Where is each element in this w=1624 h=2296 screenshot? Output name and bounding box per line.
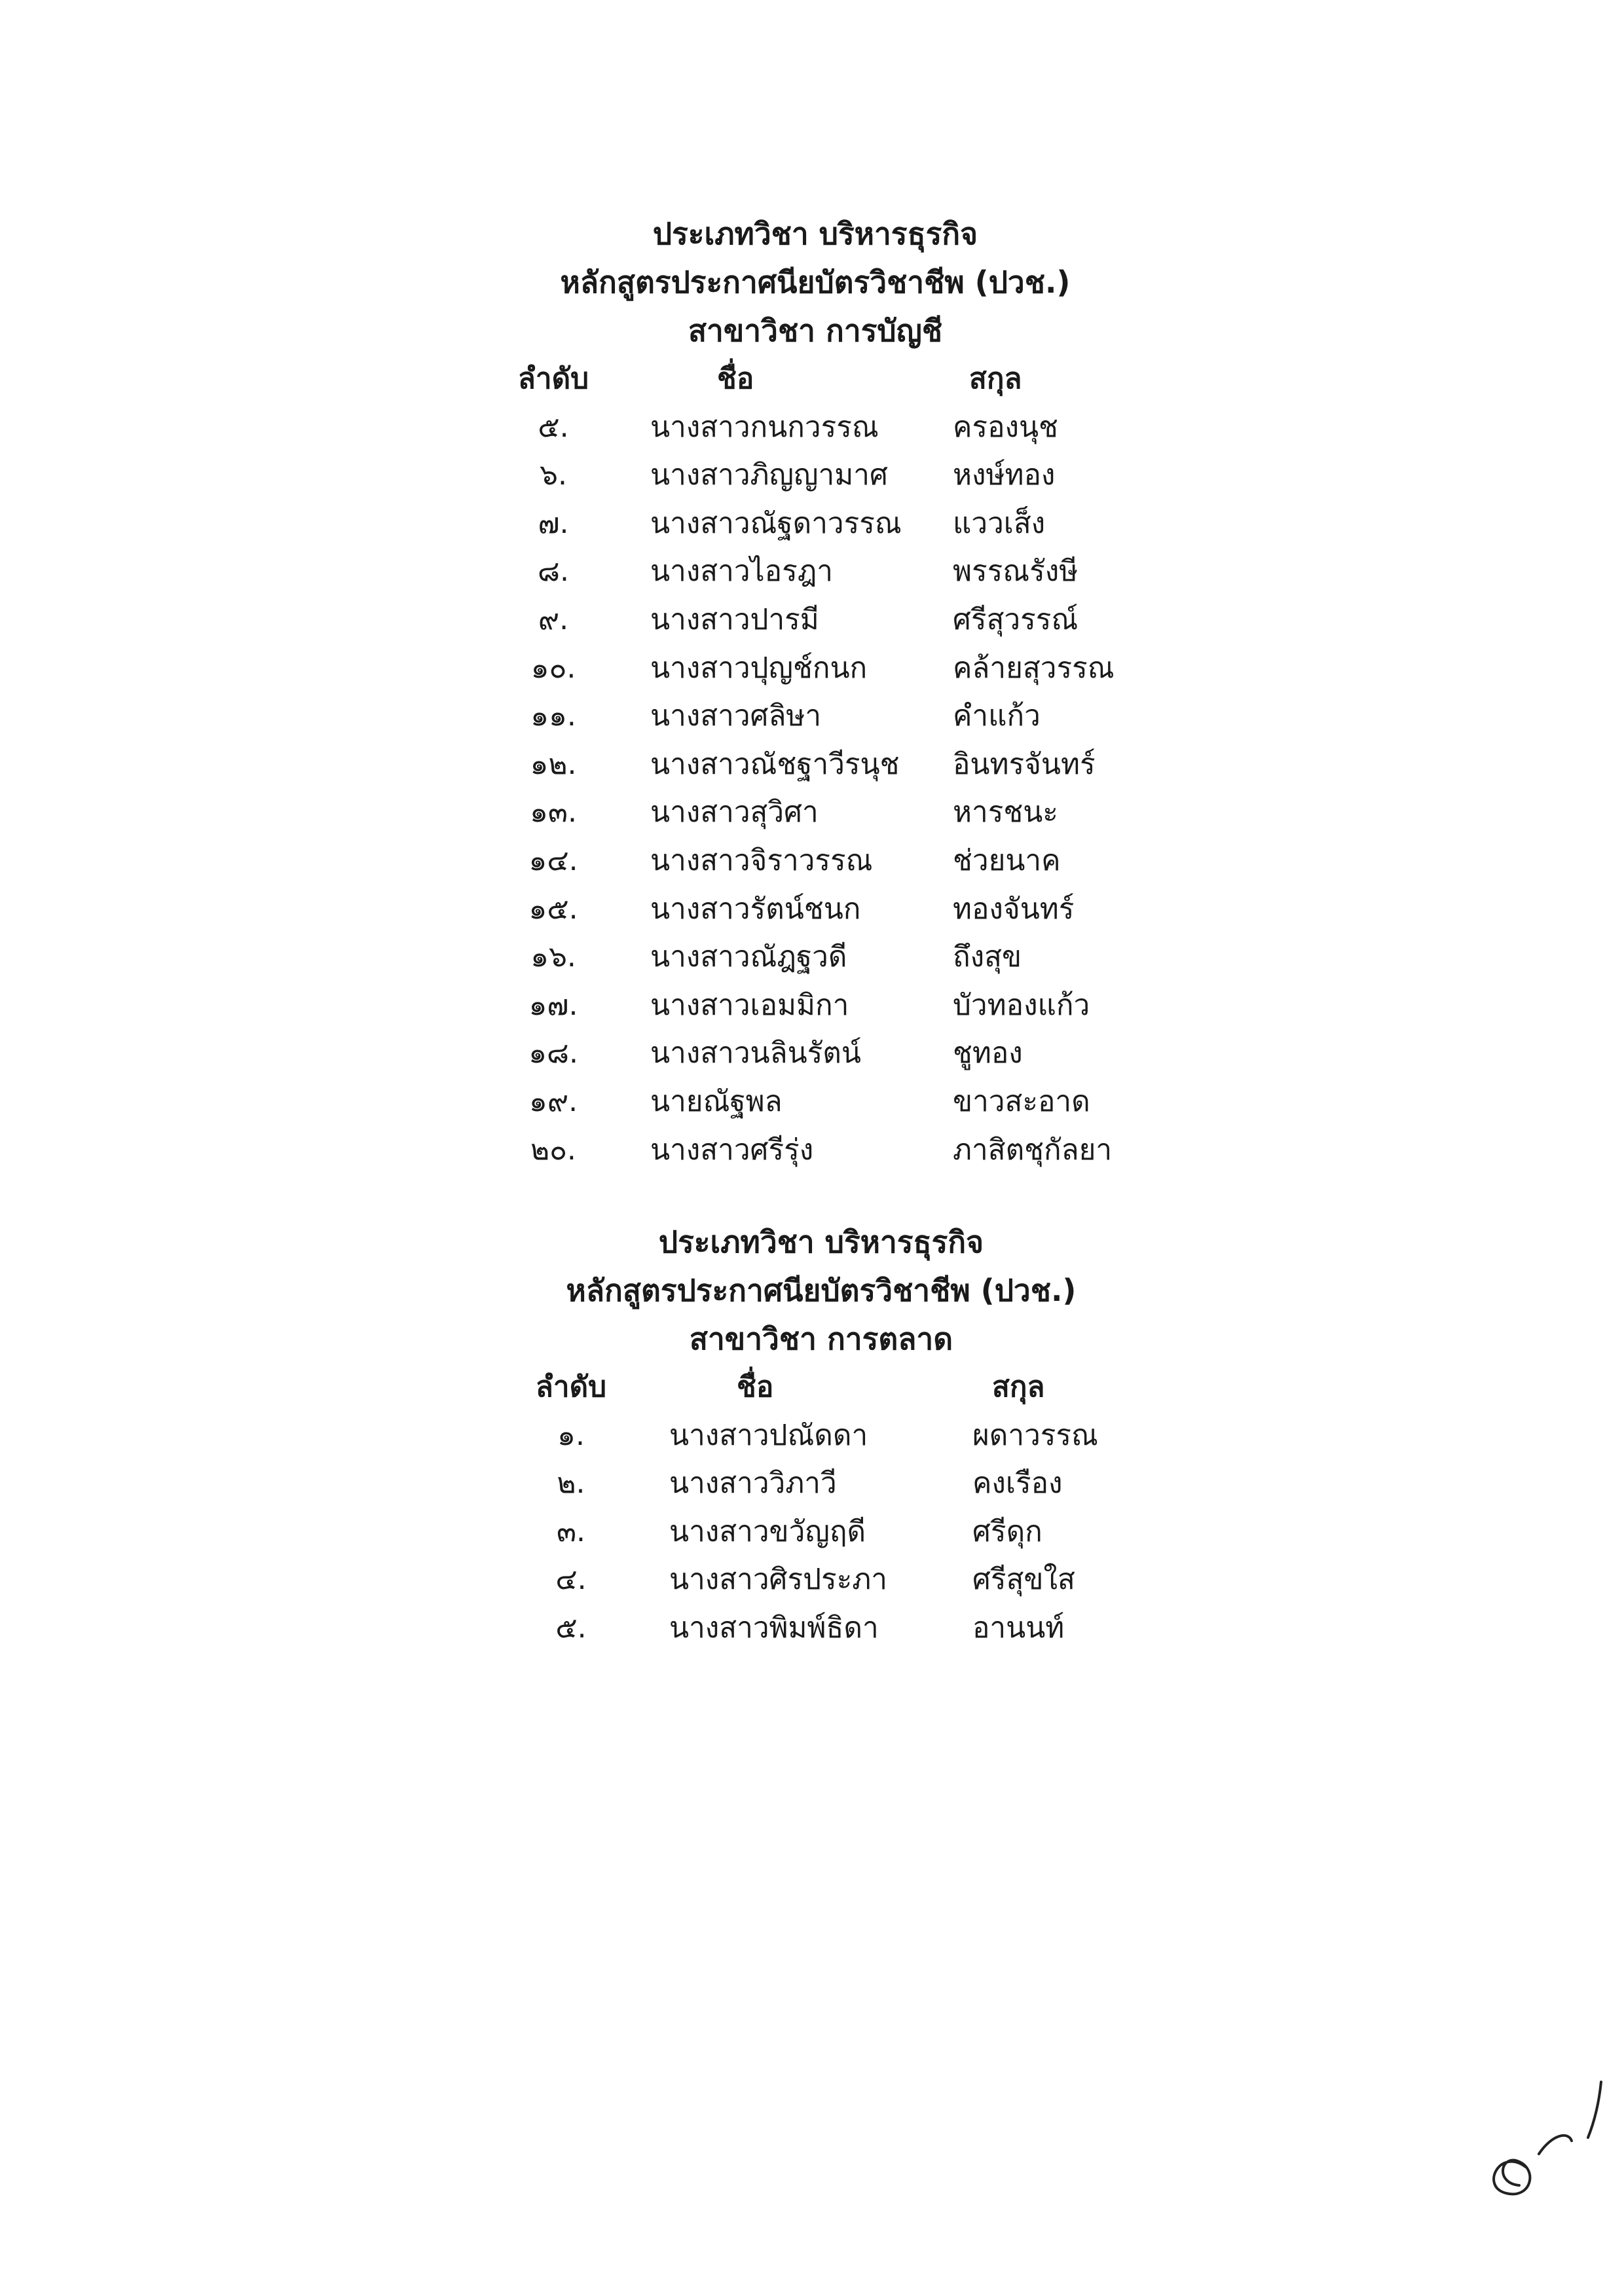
row-number: ๘. xyxy=(538,555,569,589)
row-number: ๕. xyxy=(538,410,569,444)
row-name: นางสาวรัตน์ชนก xyxy=(650,892,861,926)
row-number: ๙. xyxy=(538,602,569,636)
row-name: นางสาวณัฐดาวรรณ xyxy=(650,506,902,540)
row-name: นางสาวศิรประภา xyxy=(669,1563,888,1597)
section-marketing xyxy=(0,1218,1624,1652)
student-row xyxy=(0,1604,1624,1652)
row-surname: ศรีสุวรรณ์ xyxy=(953,602,1079,636)
student-row xyxy=(0,403,1624,452)
row-number: ๑๙. xyxy=(528,1084,578,1118)
row-number: ๑๕. xyxy=(528,892,578,926)
row-surname: ขาวสะอาด xyxy=(953,1084,1090,1118)
column-header-surname: สกุล xyxy=(992,1370,1045,1404)
row-name: นางสาวปุญช์กนก xyxy=(650,651,868,685)
student-row xyxy=(0,885,1624,934)
row-surname: บัวทองแก้ว xyxy=(953,988,1090,1022)
row-number: ๑๘. xyxy=(528,1036,578,1070)
row-number: ๖. xyxy=(540,458,567,492)
student-row xyxy=(0,596,1624,644)
row-surname: ผดาวรรณ xyxy=(972,1418,1098,1452)
signature-stroke xyxy=(1539,2136,1572,2154)
row-surname: อินทรจันทร์ xyxy=(953,747,1096,781)
row-name: นางสาวณัชฐาวีรนุช xyxy=(650,747,900,781)
section-program: หลักสูตรประกาศนียบัตรวิชาชีพ (ปวช.) xyxy=(566,1273,1077,1308)
row-number: ๓. xyxy=(556,1514,586,1548)
handwritten-signature xyxy=(1460,2069,1611,2200)
student-row xyxy=(0,788,1624,837)
row-name: นางสาวศรีรุ่ง xyxy=(650,1133,814,1167)
row-name: นางสาวพิมพ์ธิดา xyxy=(669,1611,879,1645)
student-row xyxy=(0,933,1624,981)
row-number: ๑๗. xyxy=(528,988,578,1022)
column-header-row xyxy=(0,1363,1624,1412)
row-number: ๑๐. xyxy=(530,651,576,685)
row-name: นางสาวจิราวรรณ xyxy=(650,843,873,877)
student-row xyxy=(0,451,1624,500)
student-row xyxy=(0,1078,1624,1126)
row-name: นางสาวไอรฎา xyxy=(650,555,833,589)
student-row xyxy=(0,1459,1624,1508)
row-name: นางสาวศลิษา xyxy=(650,699,822,733)
section-field: สาขาวิชา การบัญชี xyxy=(688,313,943,348)
student-row xyxy=(0,692,1624,740)
row-name: นางสาวเอมมิกา xyxy=(650,988,849,1022)
signature-stroke xyxy=(1494,2160,1530,2195)
row-surname: หงษ์ทอง xyxy=(953,458,1056,492)
student-row xyxy=(0,644,1624,693)
row-surname: ช่วยนาค xyxy=(953,843,1061,877)
section-accounting xyxy=(0,210,1624,1174)
student-row xyxy=(0,740,1624,789)
row-surname: ทองจันทร์ xyxy=(953,892,1075,926)
row-name: นางสาววิภาวี xyxy=(669,1467,837,1501)
signature-stroke xyxy=(1588,2082,1601,2138)
row-number: ๒๐. xyxy=(530,1133,576,1167)
student-row xyxy=(0,1508,1624,1556)
row-name: นางสาวขวัญฤดี xyxy=(669,1514,866,1548)
row-surname: ศรีดุก xyxy=(972,1514,1043,1548)
row-surname: ศรีสุขใส xyxy=(972,1563,1075,1597)
student-row xyxy=(0,500,1624,548)
row-surname: หารชนะ xyxy=(953,795,1058,829)
row-name: นางสาวนลินรัตน์ xyxy=(650,1036,861,1070)
row-number: ๑๓. xyxy=(530,795,577,829)
row-name: นางสาวสุวิศา xyxy=(650,795,819,829)
section-category: ประเภทวิชา บริหารธุรกิจ xyxy=(658,1224,984,1260)
student-row xyxy=(0,1412,1624,1460)
student-list xyxy=(0,1412,1624,1652)
column-header-no: ลำดับ xyxy=(535,1370,607,1404)
column-header-surname: สกุล xyxy=(969,362,1022,395)
student-row xyxy=(0,1029,1624,1078)
row-surname: อานนท์ xyxy=(972,1611,1065,1645)
student-row xyxy=(0,1126,1624,1175)
row-number: ๑. xyxy=(557,1418,585,1452)
row-number: ๕. xyxy=(555,1611,587,1645)
row-surname: คำแก้ว xyxy=(953,699,1041,733)
student-row xyxy=(0,1556,1624,1604)
row-number: ๔. xyxy=(555,1563,587,1597)
section-field: สาขาวิชา การตลาด xyxy=(689,1321,953,1357)
row-surname: ครองนุช xyxy=(953,410,1058,444)
row-number: ๑๒. xyxy=(530,747,577,781)
column-header-name: ชื่อ xyxy=(717,362,754,395)
student-row xyxy=(0,837,1624,885)
row-name: นายณัฐพล xyxy=(650,1084,783,1118)
row-name: นางสาวณัฎฐวดี xyxy=(650,940,847,974)
section-program: หลักสูตรประกาศนียบัตรวิชาชีพ (ปวช.) xyxy=(560,264,1071,300)
row-surname: คงเรือง xyxy=(972,1467,1063,1501)
row-name: นางสาวภิญญามาศ xyxy=(650,458,888,492)
row-name: นางสาวกนกวรรณ xyxy=(650,410,879,444)
row-number: ๗. xyxy=(538,506,569,540)
column-header-name: ชื่อ xyxy=(737,1370,774,1404)
column-header-row xyxy=(0,355,1624,403)
column-header-no: ลำดับ xyxy=(517,362,589,395)
student-row xyxy=(0,981,1624,1030)
row-name: นางสาวปารมี xyxy=(650,602,819,636)
student-row xyxy=(0,547,1624,596)
row-surname: แววเส็ง xyxy=(953,506,1046,540)
row-number: ๑๔. xyxy=(528,843,578,877)
row-surname: ภาสิตชุกัลยา xyxy=(953,1133,1113,1167)
student-list xyxy=(0,403,1624,1175)
row-surname: คล้ายสุวรรณ xyxy=(953,651,1115,685)
row-surname: ถึงสุข xyxy=(953,940,1022,974)
row-number: ๒. xyxy=(557,1467,585,1501)
section-category: ประเภทวิชา บริหารธุรกิจ xyxy=(652,216,978,251)
row-surname: ชูทอง xyxy=(953,1036,1023,1070)
row-number: ๑๖. xyxy=(530,940,576,974)
row-number: ๑๑. xyxy=(530,699,576,733)
row-name: นางสาวปณัดดา xyxy=(669,1418,868,1452)
row-surname: พรรณรังษี xyxy=(953,555,1079,589)
